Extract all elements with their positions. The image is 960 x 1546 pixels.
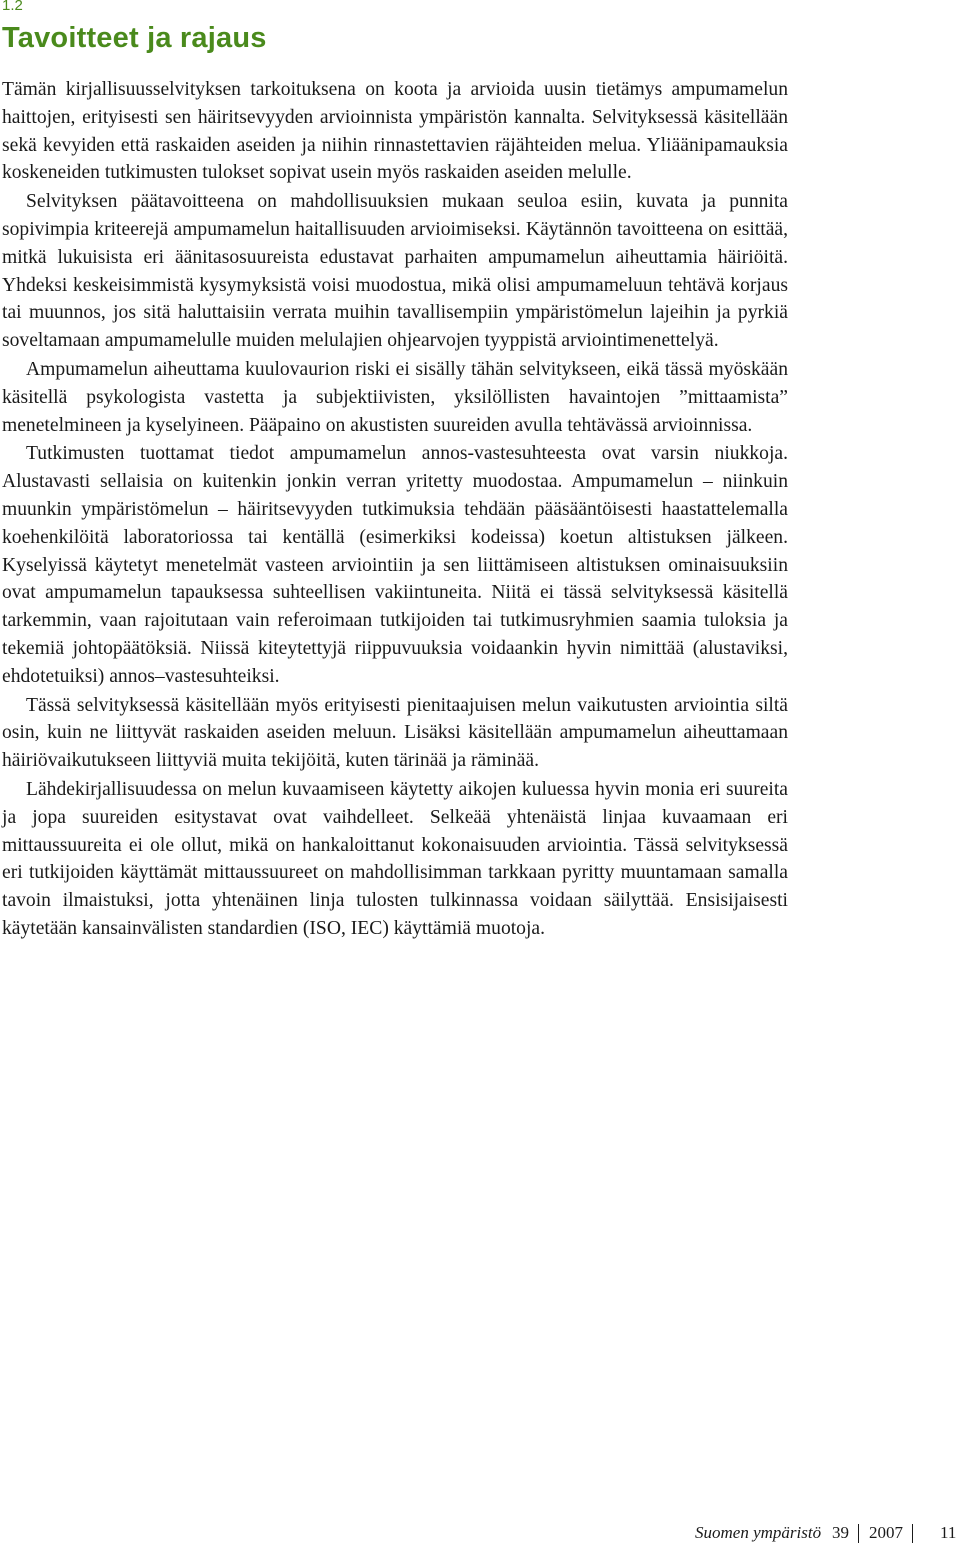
- footer-separator: [912, 1524, 913, 1543]
- paragraph-6: Lähdekirjallisuudessa on melun kuvaamiseen käytetty aikojen kuluessa hyvin monia eri suureita ja jopa suureiden esitystavat ovat vaihdelleet. Selkeää yhtenäistä linjaa kuvaamaan eri mittaussuureita ei ole ollut, mikä on hankaloittanut kokonaisuuden arviointia. Tässä selvityksessä eri tutkijoiden käyttämät mittaussuureet on mahdollisimman tarkkaan pyritty muuntamaan samalla tavoin ilmaistuksi, jotta yhtenäinen linja tulosten tulkinnassa voidaan säilyttää. Ensisijaisesti käytetään kansainvälisten standardien (ISO, IEC) käyttämiä muotoja.: [2, 778, 788, 939]
- footer-separator: [858, 1524, 859, 1543]
- page-footer: [0, 1523, 960, 1545]
- body-text: [2, 76, 788, 944]
- publication-name: Suomen ympäristö: [695, 1523, 822, 1542]
- paragraph-5: Tässä selvityksessä käsitellään myös erityisesti pienitaajuisen melun vaikutusten arviointia siltä osin, kuin ne liittyvät raskaiden aseiden meluun. Lisäksi käsitellään ampumamelun aiheuttamaan häiriövaikutukseen liittyviä muita tekijöitä, kuten tärinää ja räminää.: [2, 694, 788, 772]
- paragraph-3: Ampumamelun aiheuttama kuulovaurion riski ei sisälly tähän selvitykseen, eikä tässä myöskään käsitellä psykologista vastetta ja subjektiivisten, yksilöllisten havaintojen ”mittaamista” menetelmineen ja kyselyineen. Pääpaino on akustisten suureiden avulla tehtävässä arvioinnissa.: [2, 358, 788, 436]
- page-number: 11: [940, 1523, 957, 1542]
- section-title: Tavoitteet ja rajaus: [2, 22, 267, 54]
- publication-year: 2007: [869, 1523, 903, 1542]
- section-number: 1.2: [2, 0, 23, 14]
- paragraph-2: Selvityksen päätavoitteena on mahdollisuuksien mukaan seuloa esiin, kuvata ja punnita sopivimpia kriteerejä ampumamelun haitallisuuden arvioimiseksi. Käytännön tavoitteena on esittää, mitkä lukuisista eri äänitasosuureista edustavat parhaiten ampumamelun aiheuttamia häiriöitä. Yhdeksi keskeisimmistä kysymyksistä voisi muodostua, mikä olisi ampumameluun tehtävä korjaus tai muunnos, jos sitä haluttaisiin verrata muihin tavallisempiin ympäristömelun lajeihin ja pyrkiä soveltamaan ampumamelulle muiden melulajien ohjearvojen tyyppistä arviointimenettelyä.: [2, 191, 788, 352]
- paragraph-1: Tämän kirjallisuusselvityksen tarkoituksena on koota ja arvioida uusin tietämys ampumamelun haittojen, erityisesti sen häiritsevyyden arvioinnista ympäristön kannalta. Selvityksessä käsitellään sekä kevyiden että raskaiden aseiden ja niihin rinnastettavien räjähteiden melua. Yliäänipamauksia koskeneiden tutkimusten tulokset sopivat usein myös raskaiden aseiden melulle.: [2, 79, 788, 184]
- paragraph-4: Tutkimusten tuottamat tiedot ampumamelun annos-vastesuhteesta ovat varsin niukkoja. Alustavasti sellaisia on kuitenkin jonkin verran yritetty muodostaa. Ampumamelun – niinkuin muunkin ympäristömelun – häiritsevyyden tutkimuksia tehdään pääsääntöisesti haastattelemalla koehenkilöitä laboratoriossa tai kentällä (esimerkiksi kodeissa) koetun altistuksen jälkeen. Kyselyissä käytetyt menetelmät vasteen arviointiin ja sen liittämiseen altistuksen ominaisuuksiin ovat ampumamelun tapauksessa suhteellisen vakiintuneita. Niitä ei tässä selvityksessä käsitellä tarkemmin, vaan rajoitutaan vain referoimaan tutkijoiden tai tutkimusryhmien saamia tuloksia ja tekemiä johtopäätöksiä. Niissä kiteytettyjä riippuvuuksia voidaankin hyvin nimittää (alustaviksi, ehdotetuiksi) annos–vastesuhteiksi.: [2, 443, 788, 687]
- issue-number: 39: [832, 1523, 849, 1542]
